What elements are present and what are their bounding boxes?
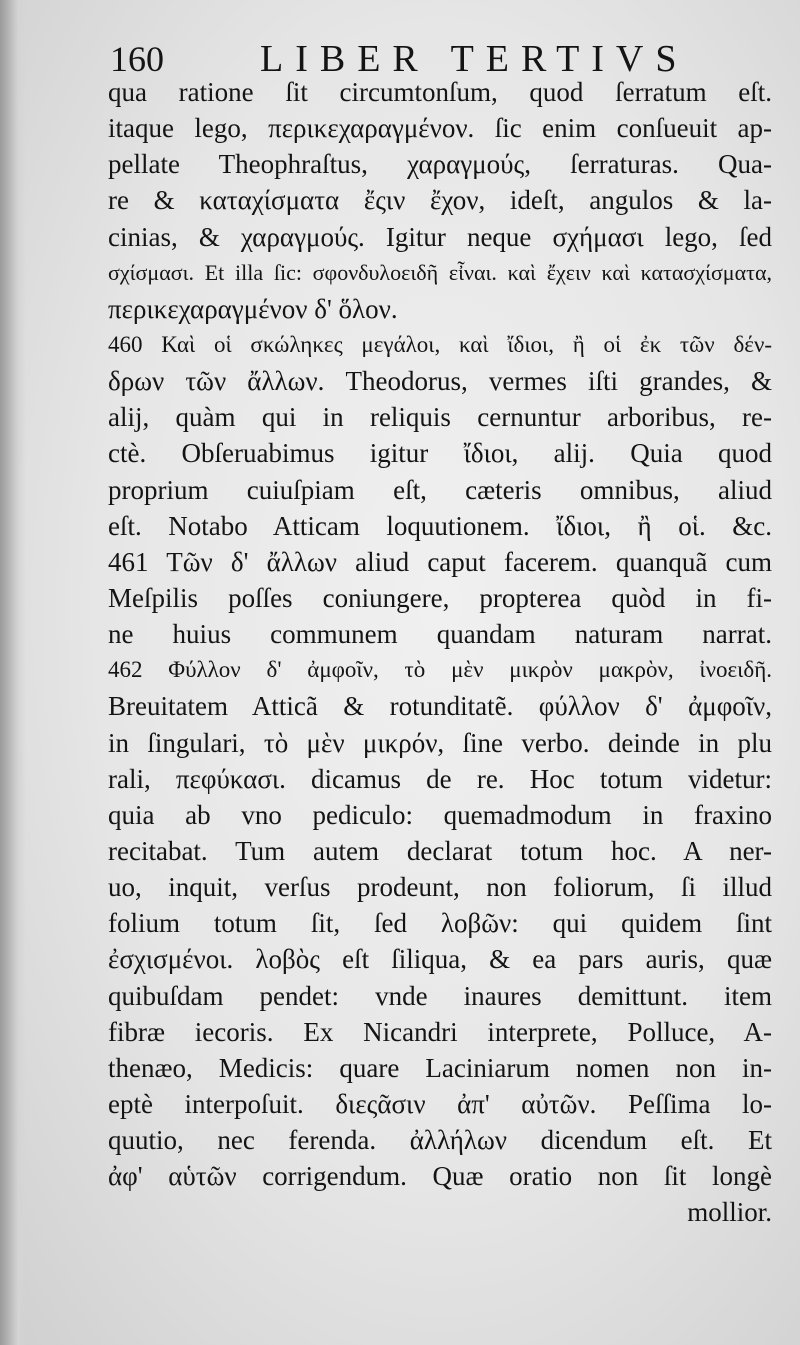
text-line: proprium cuiuſpiam eſt, cæteris omnibus, aliud	[108, 474, 772, 505]
text-line: re & καταχίσματα ἔςιν ἔχον, ideſt, angulos & la-	[108, 185, 772, 216]
text-line: 461 Τῶν δ' ἄλλων aliud caput facerem. quanquã cum	[108, 546, 772, 577]
text-line: ἀφ' αὑτῶν corrigendum. Quæ oratio non ſit longè	[108, 1161, 772, 1192]
text-line: mollior.	[687, 1197, 772, 1228]
text-line: alij, quàm qui in reliquis cernuntur arboribus, re-	[108, 402, 772, 433]
text-line: pellate Theophraſtus, χαραγμούς, ſerraturas. Qua-	[108, 149, 772, 180]
text-line: in ſingulari, τὸ μὲν μικρόν, ſine verbo. deinde in plu	[108, 727, 772, 758]
text-line: folium totum ſit, ſed λοβῶν: qui quidem ſint	[108, 908, 772, 939]
text-line: σχίσμασι. Et illa ſic: σφονδυλοειδῆ εἶναι. καὶ ἔχειν καὶ κατασχίσματα,	[108, 259, 772, 285]
text-line: 460 Καὶ οἱ σκώληκες μεγάλοι, καὶ ἴδιοι, ἢ οἱ ἐκ τῶν δέν-	[108, 331, 772, 357]
text-line: Breuitatem Atticã & rotunditatẽ. φύλλον δ' ἀμφοῖν,	[108, 691, 772, 722]
binding-gutter-shadow	[0, 0, 26, 1345]
text-line: ne huius communem quandam naturam narrat.	[108, 619, 772, 650]
text-line: 462 Φύλλον δ' ἀμφοῖν, τὸ μὲν μικρὸν μακρὸν, ἰνοειδῆ.	[108, 657, 772, 683]
running-head: LIBER TERTIVS	[260, 38, 689, 80]
text-line: qua ratione ſit circumtonſum, quod ſerratum eſt.	[108, 77, 772, 107]
text-line: recitabat. Tum autem declarat totum hoc. A ner-	[108, 835, 772, 866]
text-line: eſt. Notabo Atticam loquutionem. ἴδιοι, ἢ οἱ. &c.	[108, 510, 772, 541]
text-line: uo, inquit, verſus prodeunt, non foliorum, ſi illud	[108, 872, 772, 903]
text-line: δρων τῶν ἄλλων. Theodorus, vermes iſti grandes, &	[108, 366, 772, 397]
text-line: thenæo, Medicis: quare Laciniarum nomen non in-	[108, 1052, 772, 1083]
text-line: itaque lego, περικεχαραγμένον. ſic enim conſueuit ap-	[108, 113, 772, 144]
text-line: eptè interpoſuit. διεςᾶσιν ἀπ' αὐτῶν. Peſſima lo-	[108, 1088, 772, 1119]
text-line: Meſpilis poſſes coniungere, propterea quòd in fi-	[108, 582, 772, 613]
text-line: ἐσχισμένοι. λοβὸς eſt ſiliqua, & ea pars auris, quæ	[108, 944, 772, 975]
text-line: περικεχαραγμένον δ' ὅλον.	[108, 293, 398, 324]
text-line: fibræ iecoris. Ex Nicandri interprete, Polluce, A-	[108, 1016, 772, 1047]
text-line: ctè. Obſeruabimus igitur ἴδιοι, alij. Quia quod	[108, 438, 772, 469]
text-line: quibuſdam pendet: vnde inaures demittunt. item	[108, 980, 772, 1011]
text-line: cinias, & χαραγμούς. Igitur neque σχήμασι lego, ſed	[108, 221, 772, 252]
page-number: 160	[110, 39, 164, 79]
body-text	[108, 74, 772, 1231]
text-line: quia ab vno pediculo: quemadmodum in fraxino	[108, 799, 772, 830]
text-line: rali, πεφύκασι. dicamus de re. Hoc totum videtur:	[108, 763, 772, 794]
text-line: quutio, nec ferenda. ἀλλήλων dicendum eſt. Et	[108, 1125, 772, 1156]
